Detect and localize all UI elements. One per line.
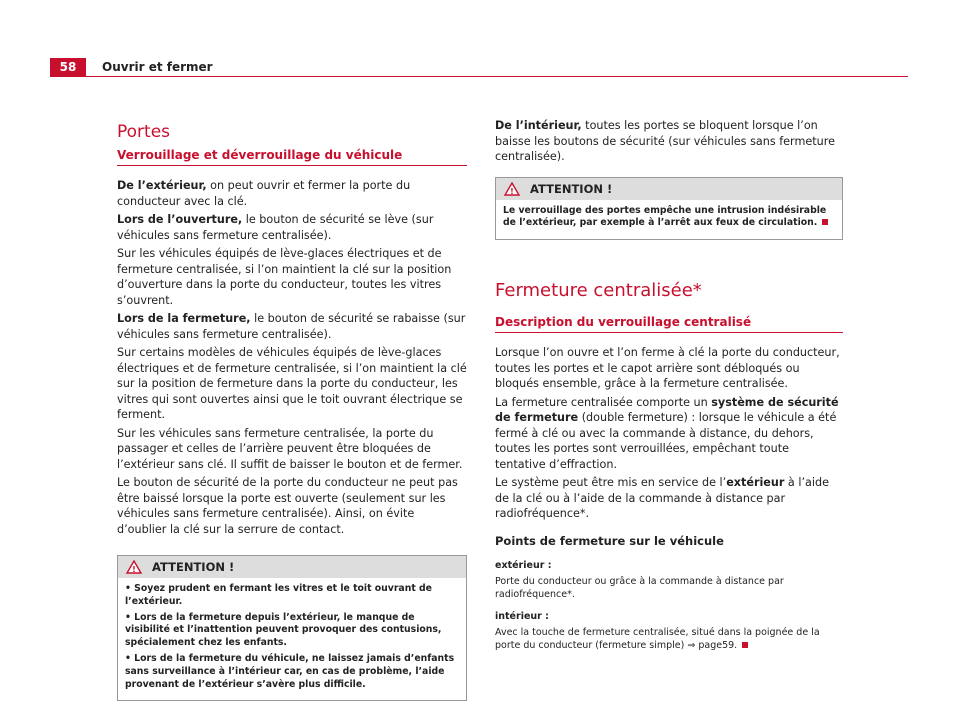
- paragraph-text: on peut ouvrir et fermer la porte du conducteur avec la clé.: [117, 179, 411, 208]
- paragraph-text: Le bouton de sécurité de la porte du conducteur ne peut pas être baissé lorsque la porte est ouverte (seulement sur les véhicules sans fermeture centralisée). Ainsi, on évite d’oublier la clé sur la serrure de contact.: [117, 476, 458, 536]
- paragraph: [117, 246, 467, 308]
- interior-paragraph: [495, 626, 843, 652]
- paragraph-text: Sur les véhicules équipés de lève-glaces électriques et de fermeture centralisée, si l’on maintient la clé sur la position d’ouverture dans la porte du conducteur, toutes les vitres s’ouvrent.: [117, 247, 452, 307]
- interior-label: intérieur :: [495, 610, 549, 622]
- paragraph-term: Lors de l’ouverture,: [117, 213, 243, 226]
- paragraph: [117, 475, 467, 537]
- paragraph: [495, 475, 843, 522]
- svg-text:!: !: [510, 186, 514, 196]
- paragraph: [117, 212, 467, 243]
- warning-item: • Lors de la fermeture depuis l’extérieur, le manque de visibilité et l’inattention peuvent provoquer des contusions, spécialement chez les enfants.: [125, 611, 442, 649]
- paragraph-text: (double fermeture) : lorsque le véhicule a été fermé à clé ou avec la commande à distance, du dehors, toutes les portes sont verrouillées, empêchant toute tentative d’effraction.: [495, 411, 837, 471]
- end-mark-icon: [742, 642, 748, 648]
- warning-box: [117, 555, 467, 701]
- paragraph-text: Le système peut être mis en service de l’: [495, 476, 727, 490]
- subsection-title-description: Description du verrouillage centralisé: [495, 315, 843, 333]
- warning-title: ATTENTION !: [152, 560, 235, 574]
- svg-text:!: !: [132, 565, 136, 574]
- paragraph-text: La fermeture centralisée comporte un: [495, 395, 712, 409]
- right-column: [495, 118, 843, 662]
- end-mark-icon: [822, 219, 828, 225]
- warning-triangle-icon: [126, 560, 142, 574]
- paragraph: [117, 426, 467, 473]
- paragraph-text: Sur les véhicules sans fermeture centralisée, la porte du passager et celles de l’arrière peuvent être bloquées de l’extérieur sans clé. Il suffit de baisser le bouton et de fermer.: [117, 426, 463, 471]
- paragraph-text: Sur certains modèles de véhicules équipés de lève-glaces électriques et de fermeture centralisée, si l’on maintient la clé sur la position de fermeture dans la porte du conducteur, les vitres qui sont ouvertes ainsi que le toit ouvrant électrique se ferment.: [117, 346, 467, 421]
- section-title-portes: Portes: [117, 122, 171, 142]
- warning-triangle-icon: [504, 182, 520, 196]
- paragraph-term: De l’intérieur,: [495, 119, 582, 132]
- points-heading: Points de fermeture sur le véhicule: [495, 533, 724, 548]
- paragraph: [117, 345, 467, 423]
- paragraph-text: le bouton de sécurité se rabaisse (sur véhicules sans fermeture centralisée).: [117, 312, 466, 341]
- warning-header: [118, 556, 466, 578]
- exterior-label: extérieur :: [495, 559, 552, 571]
- paragraph-term: De l’extérieur,: [117, 179, 207, 192]
- warning-item: • Lors de la fermeture du véhicule, ne laissez jamais d’enfants sans surveillance à l’intérieur car, en cas de problème, l’aide provenant de l’extérieur s’avère plus difficile.: [125, 652, 455, 690]
- left-column: [117, 118, 467, 701]
- paragraph-term: extérieur: [726, 476, 785, 490]
- warning-header: [496, 178, 842, 200]
- exterior-text: Porte du conducteur ou grâce à la commande à distance par radiofréquence*.: [495, 575, 784, 600]
- paragraph-text: à l’aide de la clé ou à l’aide de la commande à distance par radiofréquence*.: [495, 476, 829, 521]
- paragraph: [495, 395, 843, 473]
- running-title: Ouvrir et fermer: [102, 60, 213, 74]
- page-number: 58: [50, 58, 86, 76]
- subsection-title-verrouillage: Verrouillage et déverrouillage du véhicule: [117, 148, 467, 166]
- paragraph-text: le bouton de sécurité se lève (sur véhicules sans fermeture centralisée).: [117, 213, 434, 242]
- paragraph: [117, 311, 467, 342]
- warning-box: [495, 177, 843, 241]
- warning-text: Le verrouillage des portes empêche une intrusion indésirable de l’extérieur, par exemple à l’arrêt aux feux de circulation.: [503, 204, 827, 229]
- warning-title: ATTENTION !: [530, 181, 613, 196]
- paragraph: [117, 178, 467, 209]
- paragraph: Lorsque l’on ouvre et l’on ferme à clé la porte du conducteur, toutes les portes et le capot arrière sont débloqués ou bloqués ensemble, grâce à la fermeture centralisée.: [495, 346, 840, 391]
- warning-item: [503, 205, 835, 231]
- warning-body: [118, 578, 466, 700]
- paragraph: [495, 118, 843, 165]
- paragraph-text: toutes les portes se bloquent lorsque l’on baisse les boutons de sécurité (sur véhicules sans fermeture centralisée).: [495, 119, 835, 163]
- paragraph-term: système de sécurité de fermeture: [495, 395, 839, 425]
- paragraph-term: Lors de la fermeture,: [117, 312, 251, 325]
- interior-text: Avec la touche de fermeture centralisée, situé dans la poignée de la porte du conducteur (fermeture simple) ⇒ page59.: [495, 626, 820, 651]
- section-title-fermeture: Fermeture centralisée*: [495, 280, 702, 302]
- warning-body: [496, 200, 842, 240]
- warning-item: • Soyez prudent en fermant les vitres et le toit ouvrant de l’extérieur.: [125, 583, 432, 607]
